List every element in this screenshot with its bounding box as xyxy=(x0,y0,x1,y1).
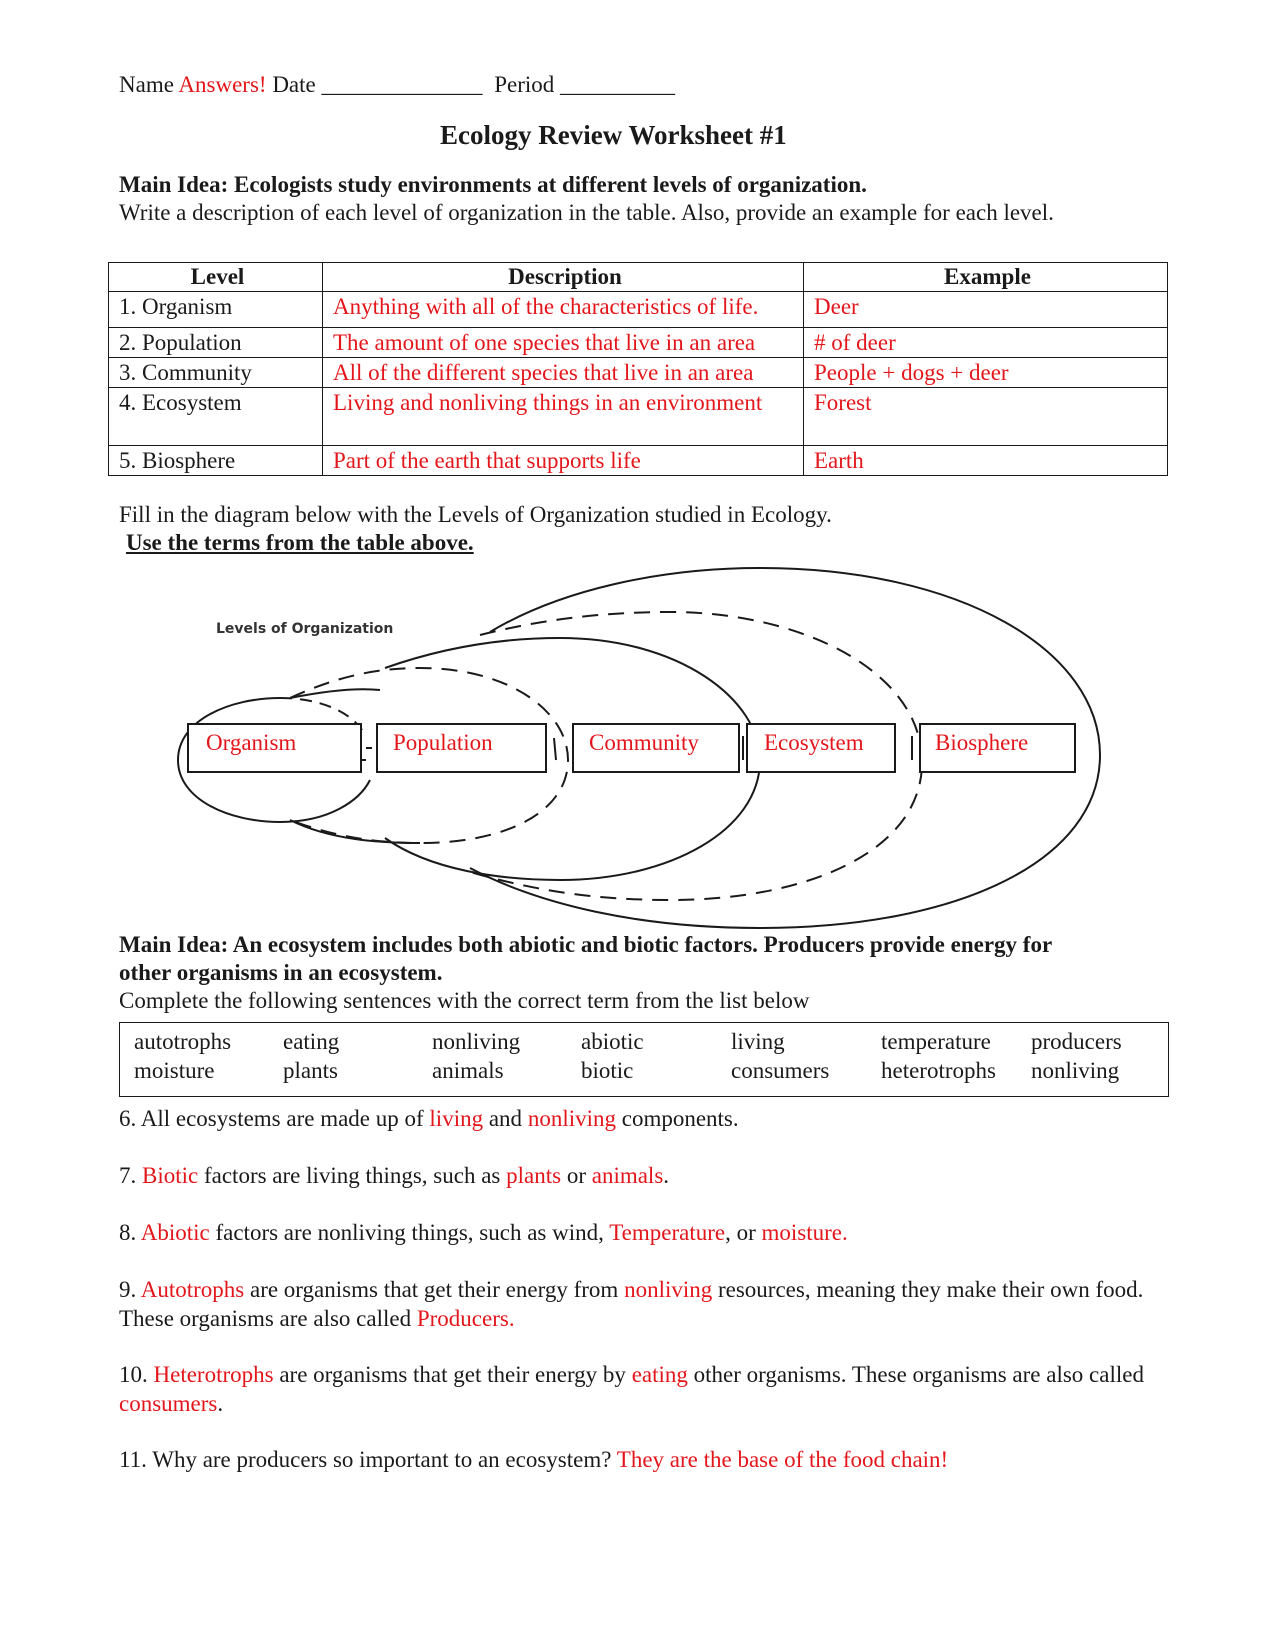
community-label[interactable]: Community xyxy=(589,730,699,755)
row-description[interactable]: Part of the earth that supports life xyxy=(323,446,804,476)
diagram-title: Levels of Organization xyxy=(216,621,394,637)
answer-blank[interactable]: Abiotic xyxy=(140,1220,210,1245)
word-bank-term: animals xyxy=(432,1058,504,1083)
row-level: 1. Organism xyxy=(109,292,323,328)
word-bank-term: biotic xyxy=(581,1058,634,1083)
period-label: Period xyxy=(494,72,555,97)
word-bank-term: producers xyxy=(1031,1029,1122,1054)
name-value[interactable]: Answers! xyxy=(178,72,267,97)
ecosystem-label[interactable]: Ecosystem xyxy=(764,730,864,755)
row-description[interactable]: Anything with all of the characteristics of life. xyxy=(323,292,804,328)
question-text: are organisms that get their energy from xyxy=(244,1277,625,1302)
organism-label[interactable]: Organism xyxy=(206,730,297,755)
question-11 xyxy=(119,1445,1179,1474)
header-level: Level xyxy=(109,263,323,292)
word-bank-term: nonliving xyxy=(432,1029,521,1054)
word-bank-term: temperature xyxy=(881,1029,991,1054)
main-idea-1: Main Idea: Ecologists study environments at different levels of organization. xyxy=(119,172,867,197)
biosphere-label[interactable]: Biosphere xyxy=(935,730,1029,755)
period-field[interactable]: __________ xyxy=(560,72,676,97)
date-field[interactable]: ______________ xyxy=(321,72,483,97)
question-text: 10. xyxy=(119,1362,154,1387)
answer-blank[interactable]: Autotrophs xyxy=(140,1277,245,1302)
row-example[interactable]: Earth xyxy=(804,446,1168,476)
question-8 xyxy=(119,1218,1179,1247)
word-bank-term: plants xyxy=(283,1058,338,1083)
question-text: or xyxy=(561,1163,592,1188)
question-text: 6. All ecosystems are made up of xyxy=(119,1106,430,1131)
main-idea-2-line2: other organisms in an ecosystem. xyxy=(119,960,443,985)
row-level: 2. Population xyxy=(109,328,323,358)
word-bank-term: living xyxy=(731,1029,785,1054)
question-text: 8. xyxy=(119,1220,141,1245)
answer-blank[interactable]: eating xyxy=(631,1362,688,1387)
answer-blank[interactable]: Temperature xyxy=(609,1220,726,1245)
answer-blank[interactable]: Biotic xyxy=(142,1163,199,1188)
header-description: Description xyxy=(323,263,804,292)
question-text: are organisms that get their energy by xyxy=(273,1362,632,1387)
word-bank-term: heterotrophs xyxy=(881,1058,996,1083)
word-bank-term: abiotic xyxy=(581,1029,644,1054)
question-text: . xyxy=(663,1163,670,1188)
answer-blank[interactable]: nonliving xyxy=(527,1106,616,1131)
main-idea-2-line1: Main Idea: An ecosystem includes both abiotic and biotic factors. Producers provide energy for xyxy=(119,932,1053,957)
row-description[interactable]: The amount of one species that live in an area xyxy=(323,328,804,358)
answer-blank[interactable]: consumers xyxy=(119,1391,218,1416)
word-bank-term: moisture xyxy=(134,1058,215,1083)
row-example[interactable]: Deer xyxy=(804,292,1168,328)
answer-blank[interactable]: plants xyxy=(506,1163,562,1188)
answer-blank[interactable]: moisture. xyxy=(761,1220,848,1245)
question-text: 9. xyxy=(119,1277,141,1302)
diagram-instruction-emphasis: Use the terms from the table above. xyxy=(126,530,474,555)
answer-blank[interactable]: animals xyxy=(591,1163,664,1188)
question-text: , or xyxy=(725,1220,762,1245)
row-description[interactable]: Living and nonliving things in an environment xyxy=(323,388,804,446)
answer-blank[interactable]: Producers. xyxy=(416,1306,515,1331)
answer-blank[interactable]: Heterotrophs xyxy=(153,1362,274,1387)
row-level: 4. Ecosystem xyxy=(109,388,323,446)
question-text: 11. Why are producers so important to an ecosystem? xyxy=(119,1447,617,1472)
question-9 xyxy=(119,1275,1179,1333)
word-bank-term: eating xyxy=(283,1029,340,1054)
row-level: 3. Community xyxy=(109,358,323,388)
row-example[interactable]: People + dogs + deer xyxy=(804,358,1168,388)
name-label: Name xyxy=(119,72,174,97)
answer-blank[interactable]: nonliving xyxy=(624,1277,713,1302)
question-text: and xyxy=(483,1106,528,1131)
question-text: 7. xyxy=(119,1163,142,1188)
answer-blank[interactable]: They are the base of the food chain! xyxy=(616,1447,949,1472)
population-label[interactable]: Population xyxy=(393,730,493,755)
question-text: . xyxy=(217,1391,224,1416)
row-example[interactable]: Forest xyxy=(804,388,1168,446)
question-10 xyxy=(119,1360,1179,1418)
question-7 xyxy=(119,1161,1179,1190)
header-example: Example xyxy=(804,263,1168,292)
word-bank-term: nonliving xyxy=(1031,1058,1120,1083)
question-text: factors are nonliving things, such as wind, xyxy=(209,1220,610,1245)
row-level: 5. Biosphere xyxy=(109,446,323,476)
word-bank-instruction: Complete the following sentences with the correct term from the list below xyxy=(119,988,810,1013)
question-text: other organisms. These organisms are also called xyxy=(687,1362,1144,1387)
page-title: Ecology Review Worksheet #1 xyxy=(440,120,787,150)
word-bank xyxy=(119,1022,1169,1097)
question-text: factors are living things, such as xyxy=(198,1163,507,1188)
question-text: components. xyxy=(615,1106,739,1131)
row-description[interactable]: All of the different species that live in an area xyxy=(323,358,804,388)
word-bank-term: autotrophs xyxy=(134,1029,232,1054)
population-outline xyxy=(290,689,380,698)
diagram-instruction: Fill in the diagram below with the Levels of Organization studied in Ecology. xyxy=(119,502,832,527)
row-example[interactable]: # of deer xyxy=(804,328,1168,358)
word-bank-term: consumers xyxy=(731,1058,830,1083)
question-text: resources, meaning they make their own food. These organisms are also called xyxy=(119,1277,1144,1331)
answer-blank[interactable]: living xyxy=(429,1106,484,1131)
table-instruction: Write a description of each level of organization in the table. Also, provide an example for each level. xyxy=(119,200,1054,225)
question-6 xyxy=(119,1104,1179,1133)
date-label: Date xyxy=(272,72,316,97)
